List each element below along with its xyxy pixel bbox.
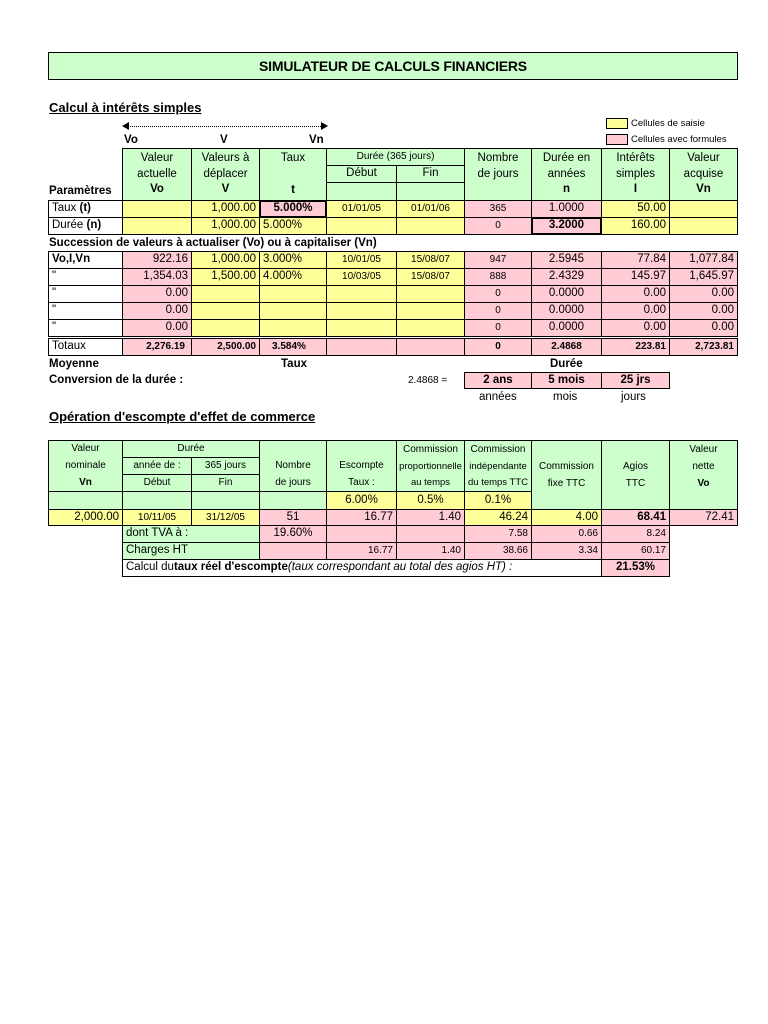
header-text: nette bbox=[692, 461, 715, 472]
succ-vo: 0.00 bbox=[122, 302, 192, 320]
legend-formula-label: Cellules avec formules bbox=[631, 134, 727, 146]
totaux-label: Totaux bbox=[48, 338, 123, 356]
conversion-jrs: 25 jrs bbox=[601, 372, 670, 389]
esc-rate-prop-input[interactable]: 0.5% bbox=[396, 491, 465, 510]
duree-annees-result: 3.2000 bbox=[531, 217, 602, 235]
totaux-jours: 0 bbox=[464, 338, 532, 356]
header-text: Taux : bbox=[348, 477, 375, 488]
header-taux bbox=[259, 148, 327, 201]
taux-fin-input[interactable]: 01/01/06 bbox=[396, 200, 465, 218]
succ-vo: 0.00 bbox=[122, 285, 192, 303]
succ-vn: 1,077.84 bbox=[669, 251, 738, 269]
esc-tva-label: dont TVA à : bbox=[122, 525, 260, 543]
header-symbol: t bbox=[291, 184, 295, 196]
esc-header-debut: Début bbox=[122, 474, 192, 492]
header-duree-annees bbox=[531, 148, 602, 201]
row-duree-label bbox=[48, 217, 123, 235]
moyenne-duree: Durée bbox=[550, 357, 583, 370]
header-text: Escompte bbox=[339, 460, 384, 471]
esc-taux-reel-label bbox=[122, 559, 602, 577]
succ-debut-input[interactable] bbox=[326, 319, 397, 337]
succ-label: " bbox=[48, 302, 123, 320]
esc-indep-input[interactable]: 46.24 bbox=[464, 509, 532, 526]
succ-v-input[interactable] bbox=[191, 285, 260, 303]
totaux-v: 2,500.00 bbox=[191, 338, 260, 356]
moyenne-label: Moyenne bbox=[49, 357, 99, 370]
esc-header-valeur-nette bbox=[669, 440, 738, 510]
header-text: nominale bbox=[65, 460, 106, 471]
succ-label: Vo,I,Vn bbox=[48, 251, 123, 269]
header-text: actuelle bbox=[137, 167, 177, 180]
row-label-text: Taux bbox=[52, 202, 77, 215]
header-symbol: Vn bbox=[79, 477, 92, 488]
esc-fin-input[interactable]: 31/12/05 bbox=[191, 509, 260, 526]
header-text: Valeur bbox=[71, 443, 100, 454]
duree-interets-input[interactable]: 160.00 bbox=[601, 217, 670, 235]
escompte-heading: Opération d'escompte d'effet de commerce bbox=[49, 408, 316, 424]
esc-header-duree: Durée bbox=[122, 440, 260, 458]
header-text: proportionnelle bbox=[399, 460, 462, 472]
succ-vo: 0.00 bbox=[122, 319, 192, 337]
succ-vn: 0.00 bbox=[669, 285, 738, 303]
succ-interets: 0.00 bbox=[601, 302, 670, 320]
succ-debut-input[interactable] bbox=[326, 285, 397, 303]
header-text: déplacer bbox=[203, 167, 248, 180]
esc-tva-indep: 7.58 bbox=[464, 525, 532, 543]
header-text: Commission bbox=[402, 443, 458, 455]
header-text: Valeurs à bbox=[201, 152, 250, 165]
esc-header-nombre bbox=[259, 440, 327, 492]
esc-vo: 72.41 bbox=[669, 509, 738, 526]
taux-reel-prefix: Calcul du bbox=[126, 561, 174, 574]
succession-label: Succession de valeurs à actualiser (Vo) ou à capitaliser (Vn) bbox=[49, 236, 377, 249]
duree-jours: 0 bbox=[464, 217, 532, 235]
page-title: SIMULATEUR DE CALCULS FINANCIERS bbox=[48, 52, 738, 80]
conversion-ans: 2 ans bbox=[464, 372, 532, 389]
esc-header-escompte bbox=[326, 440, 397, 492]
header-nombre-jours bbox=[464, 148, 532, 201]
esc-tva-rate: 19.60% bbox=[259, 525, 327, 543]
timeline-v: V bbox=[220, 134, 228, 147]
esc-header-365: 365 jours bbox=[191, 457, 260, 475]
succ-annees: 0.0000 bbox=[531, 302, 602, 320]
header-text: Commission bbox=[470, 443, 526, 455]
header-text: indépendante bbox=[469, 460, 527, 472]
header-debut: Début bbox=[326, 165, 397, 183]
succ-jours: 0 bbox=[464, 302, 532, 320]
header-symbol: V bbox=[221, 183, 230, 196]
header-interets bbox=[601, 148, 670, 201]
esc-rate-blank-1 bbox=[48, 491, 123, 510]
succ-v-input[interactable]: 1,000.00 bbox=[191, 251, 260, 269]
header-text: fixe TTC bbox=[547, 477, 586, 489]
unit-annees: années bbox=[479, 391, 517, 404]
taux-reel-bold: taux réel d'escompte bbox=[173, 561, 288, 574]
header-fin-blank bbox=[396, 182, 465, 201]
header-symbol: Vn bbox=[696, 183, 711, 196]
conversion-value: 2.4868 = bbox=[408, 375, 448, 386]
esc-header-fin: Fin bbox=[191, 474, 260, 492]
esc-header-valeur-nominale bbox=[48, 440, 123, 492]
header-text: Durée en bbox=[542, 152, 591, 165]
succ-taux-input[interactable] bbox=[259, 285, 327, 303]
legend-input-swatch bbox=[606, 118, 628, 129]
row-label-text: Durée bbox=[52, 219, 84, 232]
header-text: TTC bbox=[625, 477, 646, 489]
esc-fixe-input[interactable]: 4.00 bbox=[531, 509, 602, 526]
succ-debut-input[interactable]: 10/03/05 bbox=[326, 268, 397, 286]
esc-rate-indep-input[interactable]: 0.1% bbox=[464, 491, 532, 510]
succ-fin-input[interactable]: 15/08/07 bbox=[396, 251, 465, 269]
succ-vn: 0.00 bbox=[669, 302, 738, 320]
duree-v-input[interactable]: 1,000.00 bbox=[191, 217, 260, 235]
conversion-label: Conversion de la durée : bbox=[49, 374, 184, 387]
totaux-debut bbox=[326, 338, 397, 356]
header-duree-365: Durée (365 jours) bbox=[326, 148, 465, 166]
timeline-arrow bbox=[127, 126, 323, 127]
taux-v-input[interactable]: 1,000.00 bbox=[191, 200, 260, 218]
esc-header-comm-indep bbox=[464, 440, 532, 492]
header-text: au temps bbox=[410, 477, 451, 488]
succ-interets: 0.00 bbox=[601, 319, 670, 337]
succ-v-input[interactable]: 1,500.00 bbox=[191, 268, 260, 286]
esc-ht-prop: 1.40 bbox=[396, 542, 465, 560]
legend-formula-swatch bbox=[606, 134, 628, 145]
esc-ht-label: Charges HT bbox=[122, 542, 260, 560]
taux-debut-input[interactable]: 01/01/05 bbox=[326, 200, 397, 218]
succ-fin-input[interactable]: 15/08/07 bbox=[396, 268, 465, 286]
legend-input-label: Cellules de saisie bbox=[631, 118, 705, 130]
header-text: simples bbox=[616, 167, 655, 180]
esc-prop: 1.40 bbox=[396, 509, 465, 526]
header-text: Taux bbox=[280, 151, 306, 164]
succ-annees: 2.5945 bbox=[531, 251, 602, 269]
succ-label: " bbox=[48, 268, 123, 286]
header-text: de jours bbox=[275, 477, 311, 488]
header-debut-blank bbox=[326, 182, 397, 201]
conversion-mois: 5 mois bbox=[531, 372, 602, 389]
unit-jours: jours bbox=[621, 391, 646, 404]
esc-debut-input[interactable]: 10/11/05 bbox=[122, 509, 192, 526]
header-text: Valeur bbox=[687, 152, 720, 165]
esc-ht-indep: 38.66 bbox=[464, 542, 532, 560]
duree-vo-input[interactable] bbox=[122, 217, 192, 235]
esc-header-comm-fixe bbox=[531, 440, 602, 510]
esc-rate-blank-2 bbox=[122, 491, 192, 510]
taux-vn-input[interactable] bbox=[669, 200, 738, 218]
succ-taux-input[interactable] bbox=[259, 302, 327, 320]
succ-fin-input[interactable] bbox=[396, 319, 465, 337]
esc-ht-agios: 60.17 bbox=[601, 542, 670, 560]
succ-vo: 922.16 bbox=[122, 251, 192, 269]
header-text: Valeur bbox=[140, 152, 174, 165]
succ-annees: 0.0000 bbox=[531, 319, 602, 337]
moyenne-taux: Taux bbox=[281, 357, 307, 370]
succ-debut-input[interactable] bbox=[326, 302, 397, 320]
duree-debut-input[interactable] bbox=[326, 217, 397, 235]
esc-tva-escompte bbox=[326, 525, 397, 543]
succ-taux-input[interactable] bbox=[259, 319, 327, 337]
header-text: Nombre bbox=[275, 460, 311, 471]
arrow-right-icon bbox=[321, 122, 328, 130]
succ-vn: 1,645.97 bbox=[669, 268, 738, 286]
taux-result: 5.000% bbox=[259, 200, 327, 218]
esc-ht-fixe: 3.34 bbox=[531, 542, 602, 560]
esc-taux-reel-value: 21.53% bbox=[601, 559, 670, 577]
header-text: de jours bbox=[477, 167, 519, 180]
succ-jours: 0 bbox=[464, 319, 532, 337]
header-valeur-actuelle bbox=[122, 148, 192, 201]
timeline-vo: Vo bbox=[124, 134, 138, 147]
header-symbol: n bbox=[562, 183, 571, 196]
totaux-vo: 2,276.19 bbox=[122, 338, 192, 356]
simple-heading: Calcul à intérêts simples bbox=[49, 99, 202, 115]
succ-debut-input[interactable]: 10/01/05 bbox=[326, 251, 397, 269]
row-taux-label bbox=[48, 200, 123, 218]
parametres-label: Paramètres bbox=[49, 185, 112, 198]
taux-reel-italic: (taux correspondant au total des agios HT) : bbox=[287, 561, 513, 574]
totaux-vn: 2,723.81 bbox=[669, 338, 738, 356]
taux-jours: 365 bbox=[464, 200, 532, 218]
esc-header-annee-de: année de : bbox=[122, 457, 192, 475]
esc-rate-blank-3 bbox=[191, 491, 260, 510]
succ-taux-input[interactable]: 3.000% bbox=[259, 251, 327, 269]
timeline-vn: Vn bbox=[309, 134, 324, 147]
esc-ht-escompte: 16.77 bbox=[326, 542, 397, 560]
esc-vn-input[interactable]: 2,000.00 bbox=[48, 509, 123, 526]
header-text: Agios bbox=[622, 460, 648, 472]
header-symbol: I bbox=[633, 183, 638, 196]
esc-jours: 51 bbox=[259, 509, 327, 526]
esc-ht-jours bbox=[259, 542, 327, 560]
esc-tva-agios: 8.24 bbox=[601, 525, 670, 543]
arrow-left-icon bbox=[122, 122, 129, 130]
succ-annees: 0.0000 bbox=[531, 285, 602, 303]
succ-jours: 947 bbox=[464, 251, 532, 269]
esc-header-comm-prop bbox=[396, 440, 465, 492]
header-text: années bbox=[547, 167, 586, 180]
header-text: Intérêts bbox=[616, 152, 655, 165]
header-valeur-acquise bbox=[669, 148, 738, 201]
succ-label: " bbox=[48, 319, 123, 337]
duree-vn-input[interactable] bbox=[669, 217, 738, 235]
esc-escompte: 16.77 bbox=[326, 509, 397, 526]
succ-jours: 888 bbox=[464, 268, 532, 286]
esc-tva-fixe: 0.66 bbox=[531, 525, 602, 543]
row-label-symbol: (n) bbox=[86, 219, 102, 232]
succ-vn: 0.00 bbox=[669, 319, 738, 337]
totaux-taux: 3.584% bbox=[259, 338, 327, 356]
esc-tva-prop bbox=[396, 525, 465, 543]
succ-interets: 145.97 bbox=[601, 268, 670, 286]
header-text: Nombre bbox=[477, 152, 519, 164]
esc-agios: 68.41 bbox=[601, 509, 670, 526]
succ-interets: 77.84 bbox=[601, 251, 670, 269]
esc-header-agios bbox=[601, 440, 670, 510]
header-text: du temps TTC bbox=[467, 477, 528, 488]
succ-taux-input[interactable]: 4.000% bbox=[259, 268, 327, 286]
duree-taux-input[interactable]: 5.000% bbox=[259, 217, 327, 235]
succ-v-input[interactable] bbox=[191, 302, 260, 320]
taux-vo-input[interactable] bbox=[122, 200, 192, 218]
totaux-annees: 2.4868 bbox=[531, 338, 602, 356]
duree-fin-input[interactable] bbox=[396, 217, 465, 235]
succ-fin-input[interactable] bbox=[396, 302, 465, 320]
header-symbol: Vo bbox=[150, 183, 164, 196]
header-fin: Fin bbox=[396, 165, 465, 183]
succ-vo: 1,354.03 bbox=[122, 268, 192, 286]
taux-interets-input[interactable]: 50.00 bbox=[601, 200, 670, 218]
taux-annees: 1.0000 bbox=[531, 200, 602, 218]
succ-fin-input[interactable] bbox=[396, 285, 465, 303]
esc-rate-blank-4 bbox=[259, 491, 327, 510]
totaux-interets: 223.81 bbox=[601, 338, 670, 356]
succ-jours: 0 bbox=[464, 285, 532, 303]
succ-annees: 2.4329 bbox=[531, 268, 602, 286]
esc-rate-escompte-input[interactable]: 6.00% bbox=[326, 491, 397, 510]
succ-label: " bbox=[48, 285, 123, 303]
header-text: Commission bbox=[538, 460, 594, 472]
succ-v-input[interactable] bbox=[191, 319, 260, 337]
header-text: Valeur bbox=[689, 444, 718, 455]
header-valeurs-deplacer bbox=[191, 148, 260, 201]
header-symbol: Vo bbox=[697, 478, 710, 489]
row-label-symbol: (t) bbox=[79, 202, 91, 215]
totaux-fin bbox=[396, 338, 465, 356]
header-text: acquise bbox=[683, 167, 724, 180]
unit-mois: mois bbox=[553, 391, 578, 404]
succ-interets: 0.00 bbox=[601, 285, 670, 303]
